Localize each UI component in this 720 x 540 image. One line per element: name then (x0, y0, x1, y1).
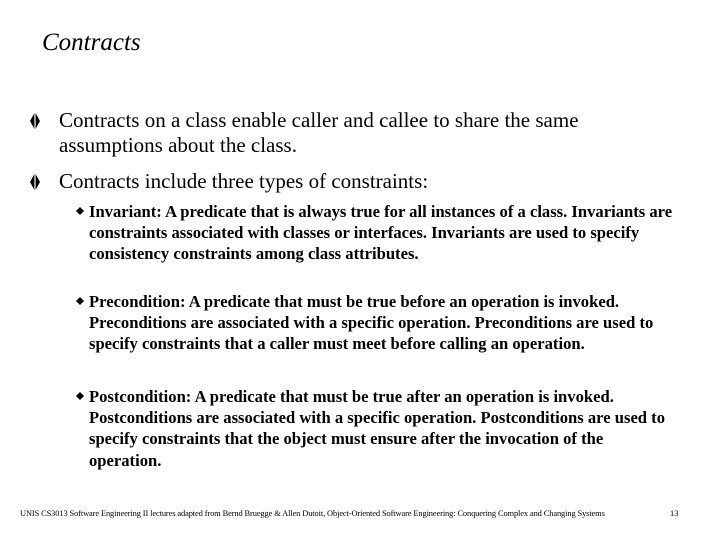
diamond-bullet-icon (28, 172, 42, 192)
bullet-text: Contracts on a class enable caller and callee to share the same assumptions about the class. (59, 108, 579, 157)
sub-bullet-postcondition (76, 386, 676, 471)
diamond-bullet-icon (28, 111, 42, 131)
sub-bullet-precondition (76, 291, 676, 355)
bullet-contracts-share-assumptions (28, 108, 678, 158)
bullet-three-constraint-types (28, 169, 678, 194)
slide-footer: UNIS CS3013 Software Engineering II lectures adapted from Bernd Bruegge & Allen Dutoit, Object-Oriented Software Engineering: Conquering Complex and Changing Systems (20, 509, 605, 518)
page-number: 13 (670, 509, 679, 518)
bullet-text: Contracts include three types of constraints: (59, 169, 429, 193)
sub-bullet-text: Precondition: A predicate that must be true before an operation is invoked. Preconditions are associated with a specific operation. Preconditions are used to specify constraints that a caller must meet before calling an operation. (89, 292, 654, 354)
small-diamond-bullet-icon (76, 207, 84, 215)
small-diamond-bullet-icon (76, 392, 84, 400)
sub-bullet-text: Postcondition: A predicate that must be true after an operation is invoked. Postconditions are associated with a specific operation. Postconditions are used to specify constraints that the object must ensure after the invocation of the operation. (89, 387, 666, 470)
sub-bullet-text: Invariant: A predicate that is always true for all instances of a class. Invariants are constraints associated with classes or interfaces. Invariants are used to specify consistency constraints among class attributes. (89, 202, 673, 264)
sub-bullet-invariant (76, 201, 676, 265)
slide-title: Contracts (42, 29, 141, 56)
small-diamond-bullet-icon (76, 297, 84, 305)
